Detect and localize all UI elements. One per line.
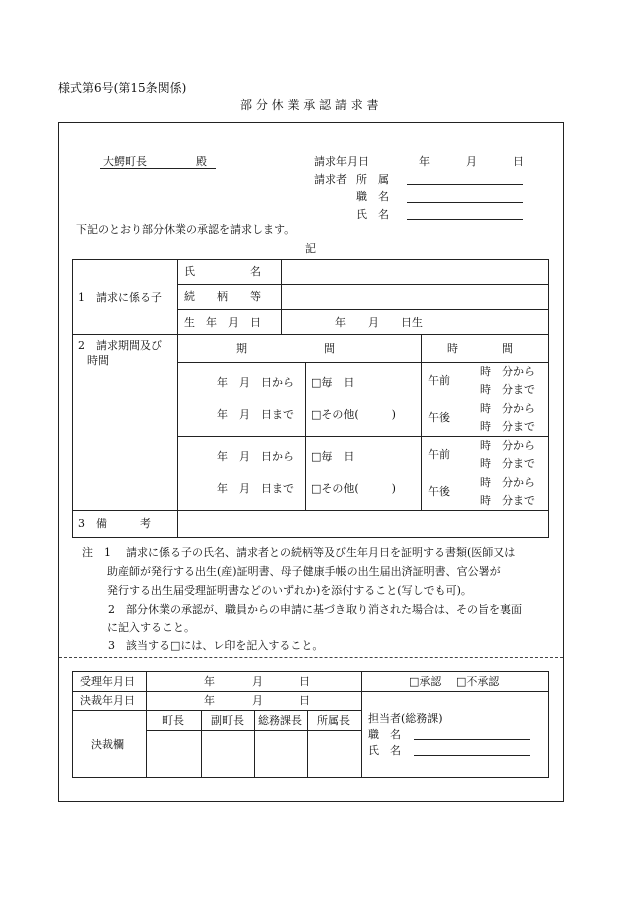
time-header: 時 間 bbox=[447, 342, 513, 355]
staff-name-field[interactable] bbox=[414, 755, 530, 756]
note-line: 該当する□には、レ印を記入すること。 bbox=[126, 639, 324, 652]
note-number: 3 bbox=[108, 639, 115, 652]
pm-time-from-1[interactable]: 時 分から bbox=[480, 402, 535, 415]
ki-label: 記 bbox=[305, 242, 316, 255]
decided-day[interactable]: 日 bbox=[299, 694, 310, 707]
staff-position-field[interactable] bbox=[414, 739, 530, 740]
requester-position-label: 職 名 bbox=[356, 190, 389, 203]
am-label-2: 午前 bbox=[428, 448, 450, 461]
request-date-day[interactable]: 日 bbox=[513, 155, 524, 168]
staff-label: 担当者(総務課) bbox=[368, 712, 443, 725]
approver-deputy-mayor: 副町長 bbox=[211, 714, 244, 727]
pm-time-to-2[interactable]: 時 分まで bbox=[480, 494, 535, 507]
request-date-month[interactable]: 月 bbox=[466, 155, 477, 168]
child-birth-value[interactable]: 年 月 日生 bbox=[335, 316, 423, 329]
decision-column-label: 決裁欄 bbox=[91, 738, 124, 751]
form-title: 部 分 休 業 承 認 請 求 書 bbox=[240, 98, 379, 112]
daily-checkbox-1[interactable]: □毎 日 bbox=[311, 376, 355, 389]
request-date-year[interactable]: 年 bbox=[419, 155, 430, 168]
note-line: 助産師が発行する出生(産)証明書、母子健康手帳の出生届出済証明書、官公署が bbox=[107, 565, 501, 578]
received-day[interactable]: 日 bbox=[299, 675, 310, 688]
cut-line bbox=[59, 657, 563, 658]
note-number: 注 1 bbox=[82, 546, 111, 559]
received-month[interactable]: 月 bbox=[252, 675, 263, 688]
pm-label-2: 午後 bbox=[428, 485, 450, 498]
other-checkbox-1[interactable]: □その他( ) bbox=[311, 408, 396, 421]
section2-label-2: 時間 bbox=[87, 354, 109, 367]
approve-checkbox[interactable]: □承認 bbox=[409, 675, 442, 688]
child-relation-label: 続 柄 等 bbox=[184, 290, 261, 303]
requester-affiliation-label: 所 属 bbox=[356, 173, 389, 186]
approver-mayor: 町長 bbox=[162, 714, 184, 727]
other-checkbox-2[interactable]: □その他( ) bbox=[311, 482, 396, 495]
pm-time-to-1[interactable]: 時 分まで bbox=[480, 420, 535, 433]
requester-label: 請求者 bbox=[314, 173, 347, 186]
staff-position-label: 職 名 bbox=[368, 728, 401, 741]
am-time-to-2[interactable]: 時 分まで bbox=[480, 457, 535, 470]
note-line: に記入すること。 bbox=[107, 621, 195, 634]
approver-general-affairs-chief: 総務課長 bbox=[258, 714, 302, 727]
disapprove-checkbox[interactable]: □不承認 bbox=[456, 675, 500, 688]
period-header: 期 間 bbox=[236, 342, 335, 355]
requester-affiliation-field[interactable] bbox=[407, 184, 523, 185]
decided-date-label: 決裁年月日 bbox=[80, 694, 135, 707]
section1-label: 1 請求に係る子 bbox=[78, 291, 162, 304]
form-number: 様式第6号(第15条関係) bbox=[58, 81, 187, 95]
requester-name-label: 氏 名 bbox=[356, 208, 389, 221]
child-name-label: 氏 名 bbox=[184, 265, 261, 278]
section2-label: 2 請求期間及び bbox=[78, 339, 162, 352]
pm-label-1: 午後 bbox=[428, 411, 450, 424]
period-to-1[interactable]: 年 月 日まで bbox=[217, 408, 294, 421]
pm-time-from-2[interactable]: 時 分から bbox=[480, 476, 535, 489]
staff-name-label: 氏 名 bbox=[368, 744, 401, 757]
section3-label: 3 備 考 bbox=[78, 517, 151, 530]
child-birth-label: 生 年 月 日 bbox=[184, 316, 261, 329]
requester-name-field[interactable] bbox=[407, 219, 523, 220]
request-date-label: 請求年月日 bbox=[314, 155, 369, 168]
addressee-honorific: 殿 bbox=[196, 155, 207, 168]
received-year[interactable]: 年 bbox=[204, 675, 215, 688]
period-from-1[interactable]: 年 月 日から bbox=[217, 376, 294, 389]
note-line: 発行する出生届受理証明書などのいずれか)を添付すること(写しでも可)。 bbox=[107, 584, 472, 597]
am-time-from-2[interactable]: 時 分から bbox=[480, 439, 535, 452]
period-to-2[interactable]: 年 月 日まで bbox=[217, 482, 294, 495]
am-time-to-1[interactable]: 時 分まで bbox=[480, 383, 535, 396]
decided-year[interactable]: 年 bbox=[204, 694, 215, 707]
period-from-2[interactable]: 年 月 日から bbox=[217, 450, 294, 463]
intro-text: 下記のとおり部分休業の承認を請求します。 bbox=[76, 223, 296, 236]
note-line: 請求に係る子の氏名、請求者との続柄等及び生年月日を証明する書類(医師又は bbox=[126, 546, 516, 559]
received-date-label: 受理年月日 bbox=[80, 675, 135, 688]
decided-month[interactable]: 月 bbox=[252, 694, 263, 707]
approver-department-chief: 所属長 bbox=[317, 714, 350, 727]
am-time-from-1[interactable]: 時 分から bbox=[480, 365, 535, 378]
daily-checkbox-2[interactable]: □毎 日 bbox=[311, 450, 355, 463]
note-number: 2 bbox=[108, 603, 115, 616]
am-label-1: 午前 bbox=[428, 374, 450, 387]
note-line: 部分休業の承認が、職員からの申請に基づき取り消された場合は、その旨を裏面 bbox=[126, 603, 522, 616]
addressee: 大鰐町長 bbox=[103, 155, 147, 168]
addressee-underline bbox=[100, 168, 216, 169]
requester-position-field[interactable] bbox=[407, 202, 523, 203]
